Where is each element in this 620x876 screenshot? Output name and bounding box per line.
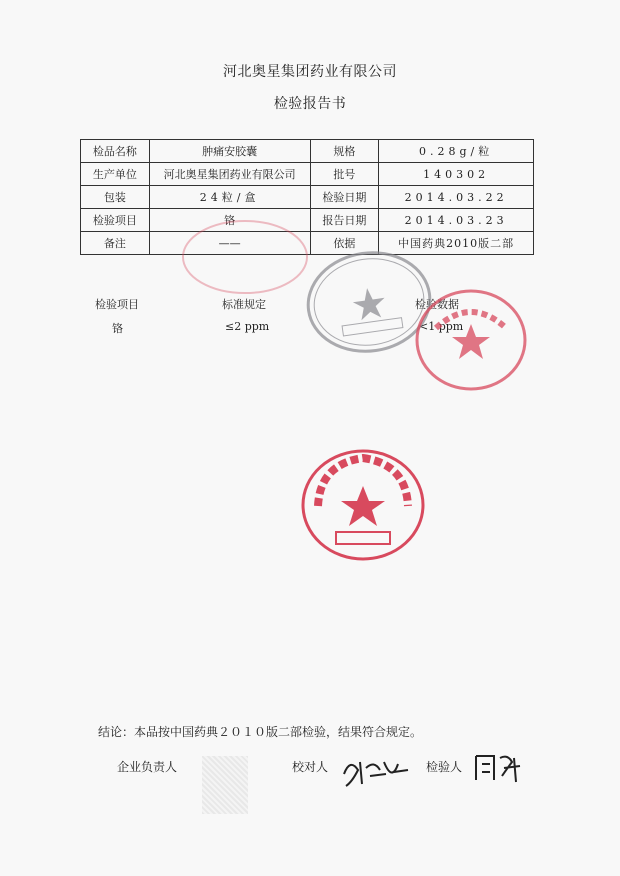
table-row xyxy=(81,163,534,186)
value-packaging: 24粒/盒 xyxy=(149,186,310,209)
label-test-date: 检验日期 xyxy=(310,186,379,209)
value-manufacturer: 河北奥星集团药业有限公司 xyxy=(149,163,310,186)
label-report-date: 报告日期 xyxy=(310,209,379,232)
checker-label: 校对人 xyxy=(292,760,329,774)
value-product-name: 肿痛安胶囊 xyxy=(149,140,310,163)
inspector-label: 检验人 xyxy=(426,760,463,774)
table-row xyxy=(81,140,534,163)
conclusion-text: 结论：本品按中国药典２０１０版二部检验，结果符合规定。 xyxy=(98,725,423,739)
manager-name-seal xyxy=(202,756,248,814)
table-row xyxy=(81,186,534,209)
results-header-data: 检验数据 xyxy=(415,298,459,311)
results-header-item: 检验项目 xyxy=(95,298,139,311)
value-basis: 中国药典2010版二部 xyxy=(379,232,534,255)
faint-red-seal xyxy=(180,218,310,296)
document-title: 检验报告书 xyxy=(273,96,347,112)
inspector-signature xyxy=(472,750,526,790)
label-spec: 规格 xyxy=(310,140,379,163)
label-test-item: 检验项目 xyxy=(81,209,150,232)
value-test-date: 2014.03.22 xyxy=(379,186,534,209)
label-product-name: 检品名称 xyxy=(81,140,150,163)
label-batch: 批号 xyxy=(310,163,379,186)
label-basis: 依据 xyxy=(310,232,379,255)
value-report-date: 2014.03.23 xyxy=(379,209,534,232)
results-data-value: <1 ppm xyxy=(419,320,464,333)
value-test-item: 铬 xyxy=(149,209,310,232)
red-seal-upper-right xyxy=(414,288,528,392)
results-standard-value: ≤2 ppm xyxy=(225,320,270,333)
results-item-value: 铬 xyxy=(112,322,123,335)
manager-label: 企业负责人 xyxy=(117,760,178,774)
label-manufacturer: 生产单位 xyxy=(81,163,150,186)
company-name: 河北奥星集团药业有限公司 xyxy=(223,64,397,80)
checker-signature xyxy=(340,752,412,794)
red-quality-seal xyxy=(300,448,426,562)
value-batch: 140302 xyxy=(379,163,534,186)
label-remarks: 备注 xyxy=(81,232,150,255)
value-spec: 0.28g/粒 xyxy=(379,140,534,163)
results-header-standard: 标准规定 xyxy=(222,298,266,311)
value-remarks: —— xyxy=(149,232,310,255)
label-packaging: 包装 xyxy=(81,186,150,209)
